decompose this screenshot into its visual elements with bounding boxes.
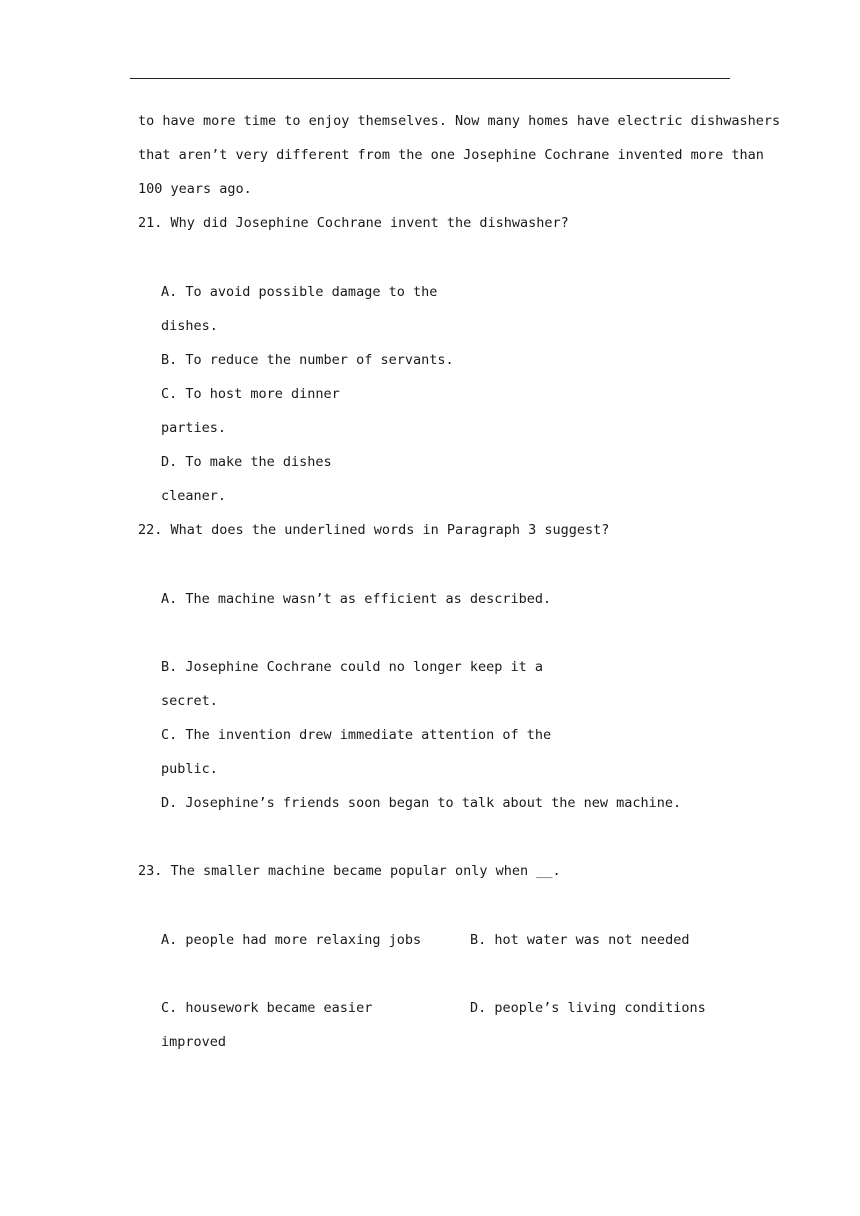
option-a: A. people had more relaxing jobs [161,932,422,948]
option-a: A. To avoid possible damage to the [161,284,438,300]
option-a-cont: dishes. [161,318,218,334]
option-b: B. To reduce the number of servants. [161,352,454,368]
option-b: B. Josephine Cochrane could no longer keep it a [161,659,544,675]
header-rule [130,78,730,79]
option-d-cont: cleaner. [161,488,227,504]
passage-line: 100 years ago. [138,181,252,197]
option-d: D. To make the dishes [161,454,332,470]
question-stem: 21. Why did Josephine Cochrane invent the dishwasher? [138,215,569,231]
option-c-cont: public. [161,761,218,777]
passage-line: to have more time to enjoy themselves. Now many homes have electric dishwashers [138,113,781,129]
option-a: A. The machine wasn’t as efficient as described. [161,591,552,607]
option-b-cont: secret. [161,693,218,709]
question-stem: 23. The smaller machine became popular only when __. [138,863,561,879]
option-b: B. hot water was not needed [470,932,690,948]
option-c-cont: parties. [161,420,227,436]
option-c: C. housework became easier [161,1000,373,1016]
option-c: C. To host more dinner [161,386,340,402]
question-stem: 22. What does the underlined words in Paragraph 3 suggest? [138,522,610,538]
option-d: D. Josephine’s friends soon began to talk about the new machine. [161,795,682,811]
option-d-cont: improved [161,1034,227,1050]
passage-line: that aren’t very different from the one Josephine Cochrane invented more than [138,147,764,163]
option-d: D. people’s living conditions [470,1000,706,1016]
option-c: C. The invention drew immediate attention of the [161,727,552,743]
